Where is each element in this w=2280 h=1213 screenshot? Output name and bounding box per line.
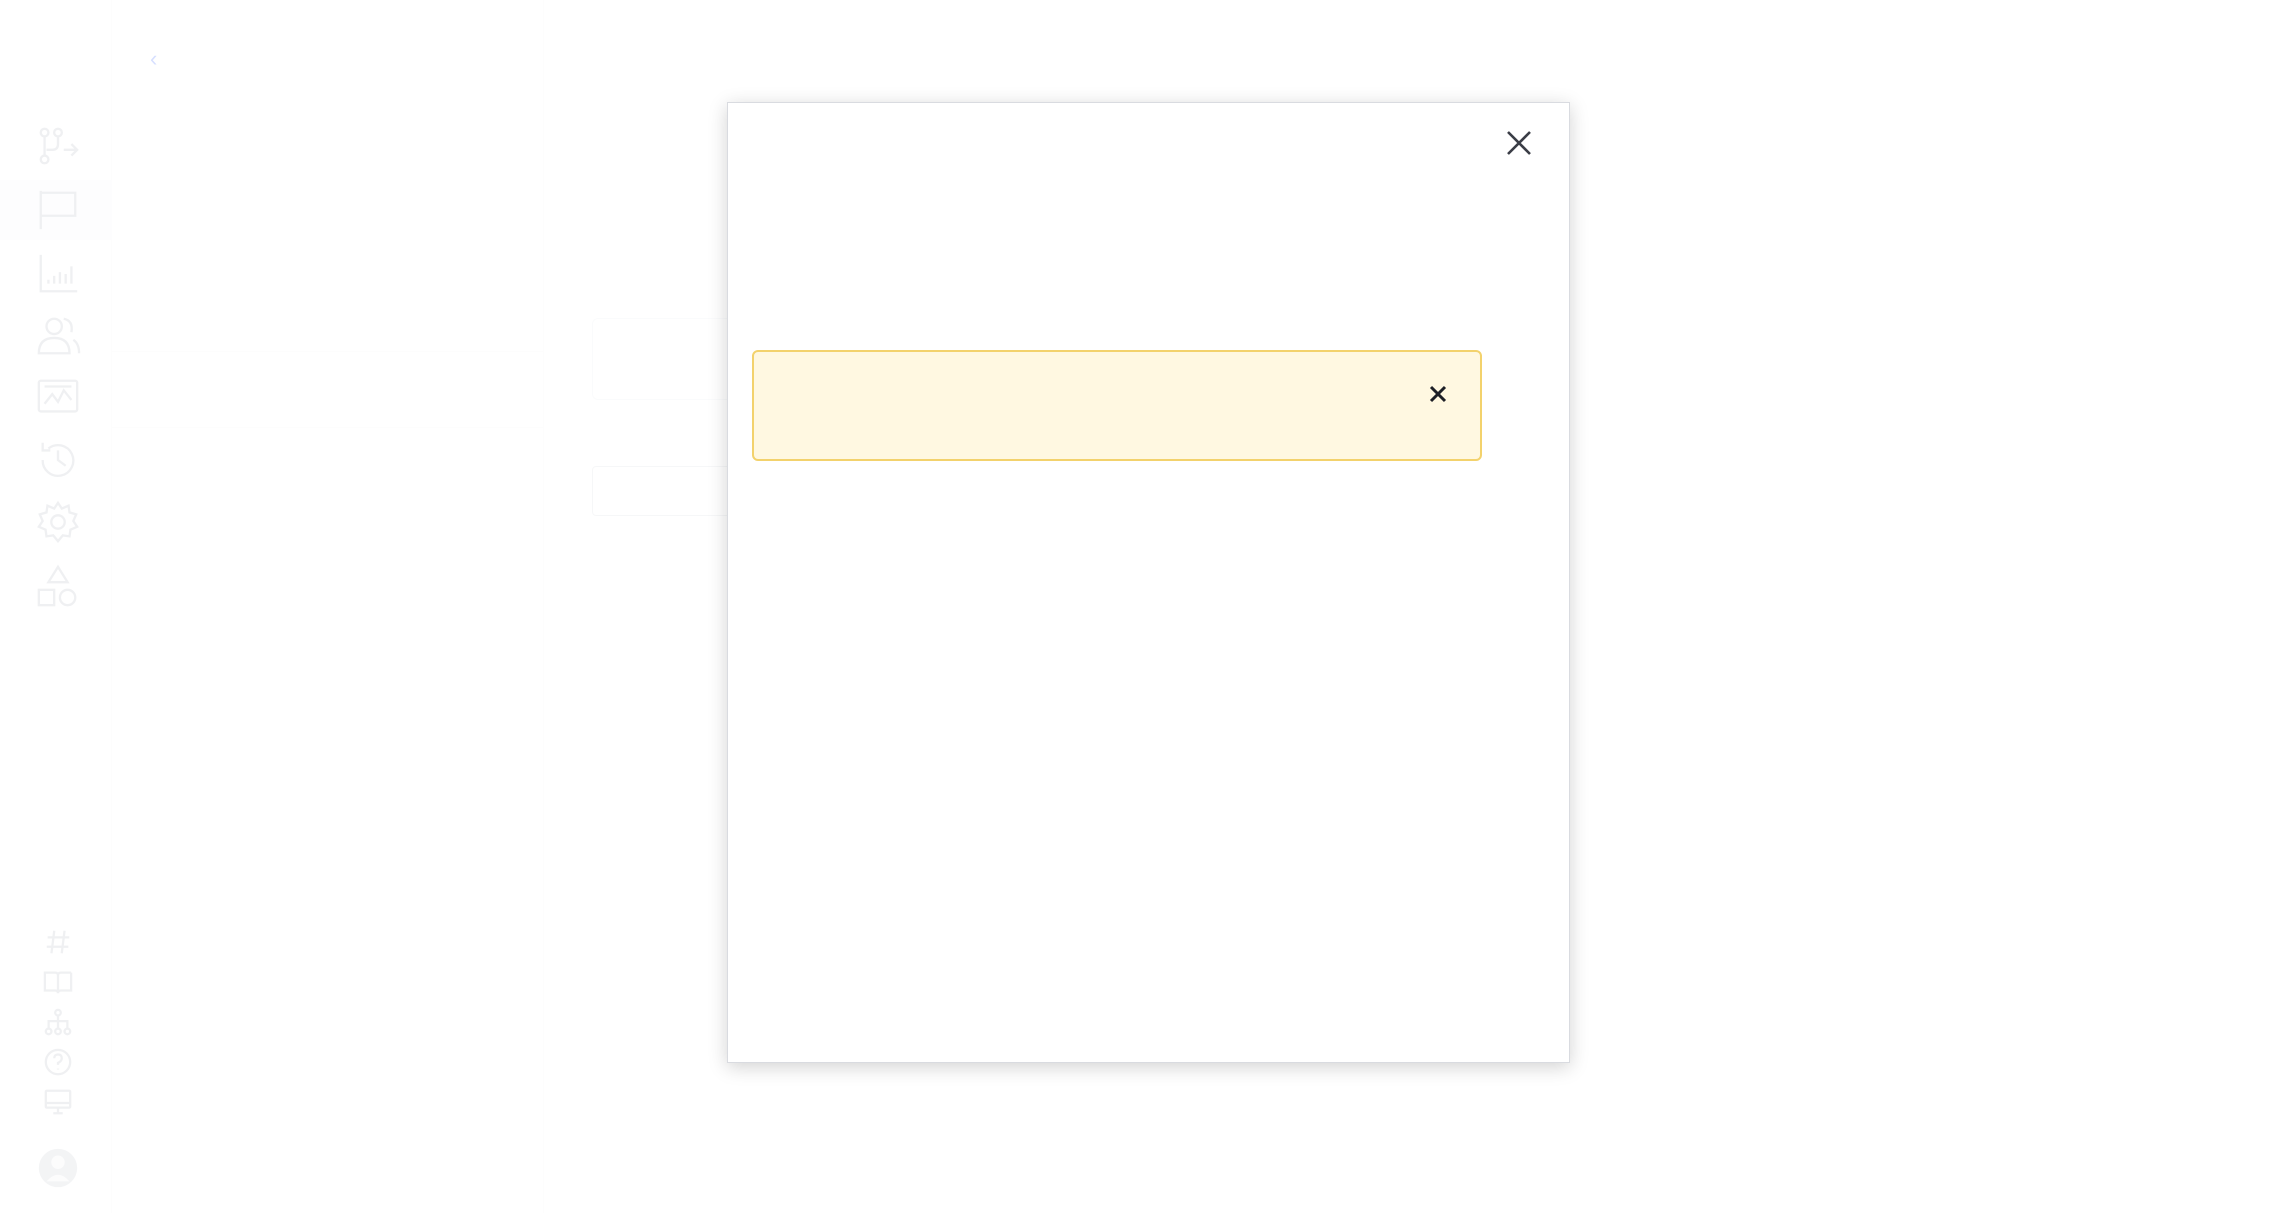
- conclude-dialog: [727, 102, 1570, 1063]
- close-icon: [1505, 129, 1533, 157]
- dismiss-note-button[interactable]: [1422, 378, 1454, 410]
- note-banner: [752, 350, 1482, 461]
- close-icon: [1429, 385, 1447, 403]
- close-dialog-button[interactable]: [1499, 123, 1539, 163]
